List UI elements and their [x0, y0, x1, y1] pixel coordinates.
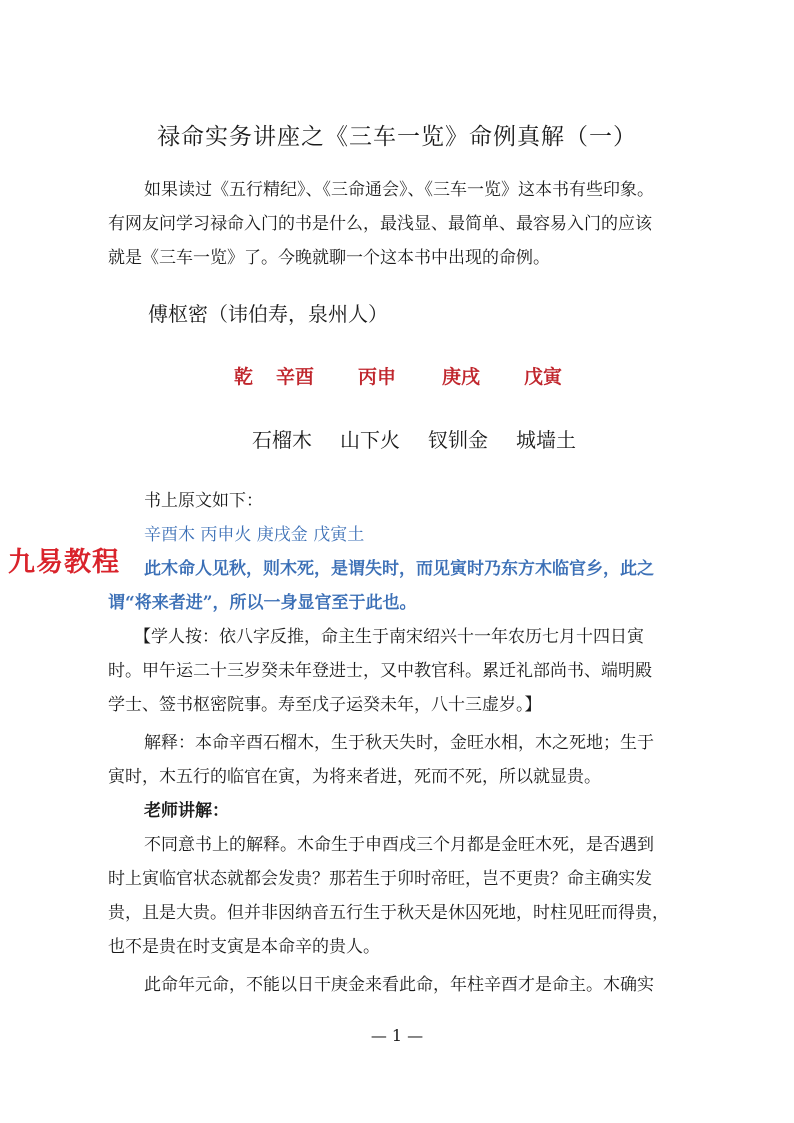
month-pillar: 丙申: [358, 366, 397, 388]
intro-paragraph: [108, 173, 698, 275]
original-text-line: 谓“将来者进”，所以一身显官至于此也。: [108, 593, 417, 613]
nayin-row: [252, 424, 576, 453]
student-note-line: 学士、签书枢密院事。寿至戊子运癸未年，八十三虚岁。】: [108, 695, 542, 715]
intro-line: 有网友问学习禄命入门的书是什么，最浅显、最简单、最容易入门的应该: [108, 214, 652, 234]
explanation-line: 解释：本命辛酉石榴木，生于秋天失时，金旺水相，木之死地；生于: [144, 733, 654, 753]
teacher-explanation: [108, 828, 698, 964]
day-pillar: 庚戌: [442, 366, 481, 388]
page-number: — 1 —: [370, 1026, 424, 1045]
explanation-paragraph: [108, 726, 698, 794]
teacher-heading-text: 老师讲解：: [144, 801, 229, 821]
original-section: [108, 484, 698, 620]
nayin-item: 钗钏金: [428, 428, 488, 452]
page-title: 禄命实务讲座之《三车一览》命例真解（一）: [157, 124, 637, 150]
original-label: 书上原文如下：: [144, 491, 263, 511]
intro-line: 就是《三车一览》了。今晚就聊一个这本书中出现的命例。: [108, 248, 550, 268]
hour-pillar: 戊寅: [524, 366, 563, 388]
nayin-item: 山下火: [340, 428, 400, 452]
teacher-text-line: 贵，且是大贵。但并非因纳音五行生于秋天是休囚死地，时柱见旺而得贵，: [108, 903, 669, 923]
year-pillar: 辛酉: [276, 366, 315, 388]
student-note-line: 时。甲午运二十三岁癸未年登进士，又中教官科。累迁礼部尚书、端明殿: [108, 661, 652, 681]
nayin-item: 城墙土: [516, 428, 576, 452]
explanation-line: 寅时，木五行的临官在寅，为将来者进，死而不死，所以就显贵。: [108, 767, 601, 787]
last-paragraph-line: 此命年元命，不能以日干庚金来看此命，年柱辛酉才是命主。木确实: [144, 975, 654, 995]
last-paragraph: [108, 968, 698, 1002]
original-pillars: 辛酉木 丙申火 庚戌金 戊寅土: [144, 525, 365, 545]
teacher-text-line: 不同意书上的解释。木命生于申酉戌三个月都是金旺木死，是否遇到: [144, 835, 654, 855]
nayin-item: 石榴木: [252, 428, 312, 452]
four-pillars: [234, 362, 562, 389]
teacher-heading: [108, 794, 698, 828]
gender-label: 乾: [234, 366, 254, 388]
student-note-line: 【学人按：依八字反推，命主生于南宋绍兴十一年农历七月十四日寅: [134, 627, 644, 647]
person-heading: 傅枢密（讳伯寿，泉州人）: [148, 302, 388, 326]
watermark-logo: 九易教程: [8, 547, 120, 578]
student-note: [108, 620, 698, 722]
teacher-text-line: 时上寅临官状态就都会发贵？那若生于卯时帝旺，岂不更贵？命主确实发: [108, 869, 652, 889]
original-text-line: 此木命人见秋，则木死，是谓失时，而见寅时乃东方木临官乡，此之: [144, 559, 654, 579]
intro-line: 如果读过《五行精纪》、《三命通会》、《三车一览》这本书有些印象。: [144, 180, 654, 200]
teacher-text-line: 也不是贵在时支寅是本命辛的贵人。: [108, 937, 380, 957]
